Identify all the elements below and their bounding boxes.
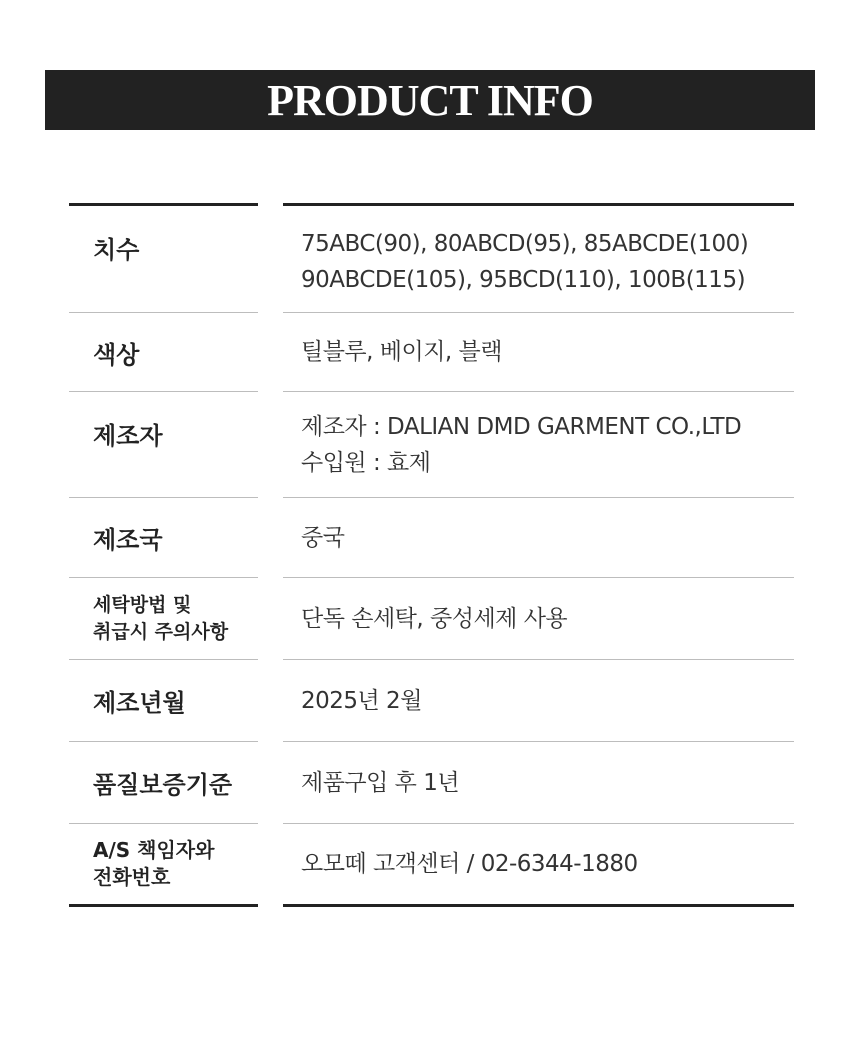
row-value-date [283, 660, 794, 742]
label-line: 전화번호 [93, 865, 171, 889]
table-row-country [69, 498, 794, 578]
product-info-table [69, 203, 794, 907]
value-line: 2025년 2월 [301, 687, 422, 714]
row-label-date: 제조년월 [69, 660, 258, 742]
row-label-country: 제조국 [69, 498, 258, 578]
value-line: 틸블루, 베이지, 블랙 [301, 339, 502, 365]
value-line: 제품구입 후 1년 [301, 769, 460, 796]
label-line: 취급시 주의사항 [93, 620, 229, 643]
row-value-warranty [283, 742, 794, 824]
table-row-date [69, 660, 794, 742]
row-value-care [283, 578, 794, 660]
row-label-color: 색상 [69, 313, 258, 392]
row-value-country [283, 498, 794, 578]
row-label-warranty: 품질보증기준 [69, 742, 258, 824]
label-line: A/S 책임자와 [93, 838, 215, 862]
table-row-color [69, 313, 794, 392]
value-line: 단독 손세탁, 중성세제 사용 [301, 605, 568, 632]
row-label-manufacturer: 제조자 [69, 392, 258, 498]
value-line: 수입원 : 효제 [301, 450, 431, 476]
table-row-manufacturer [69, 392, 794, 498]
table-row-as [69, 824, 794, 907]
table-row-warranty [69, 742, 794, 824]
value-line: 90ABCDE(105), 95BCD(110), 100B(115) [301, 267, 746, 293]
row-label-size: 치수 [69, 203, 258, 313]
value-line: 75ABC(90), 80ABCD(95), 85ABCDE(100) [301, 231, 749, 257]
value-line: 제조자 : DALIAN DMD GARMENT CO.,LTD [301, 414, 742, 440]
row-label-care [69, 578, 258, 660]
value-line: 오모떼 고객센터 / 02-6344-1880 [301, 851, 638, 877]
row-label-as [69, 824, 258, 907]
value-line: 중국 [301, 524, 345, 551]
row-value-as [283, 824, 794, 907]
row-value-color [283, 313, 794, 392]
row-value-size [283, 203, 794, 313]
page-title: PRODUCT INFO [267, 75, 593, 125]
label-line: 세탁방법 및 [93, 593, 192, 616]
row-value-manufacturer [283, 392, 794, 498]
table-row-care [69, 578, 794, 660]
table-row-size [69, 203, 794, 313]
header-bar [45, 70, 815, 130]
